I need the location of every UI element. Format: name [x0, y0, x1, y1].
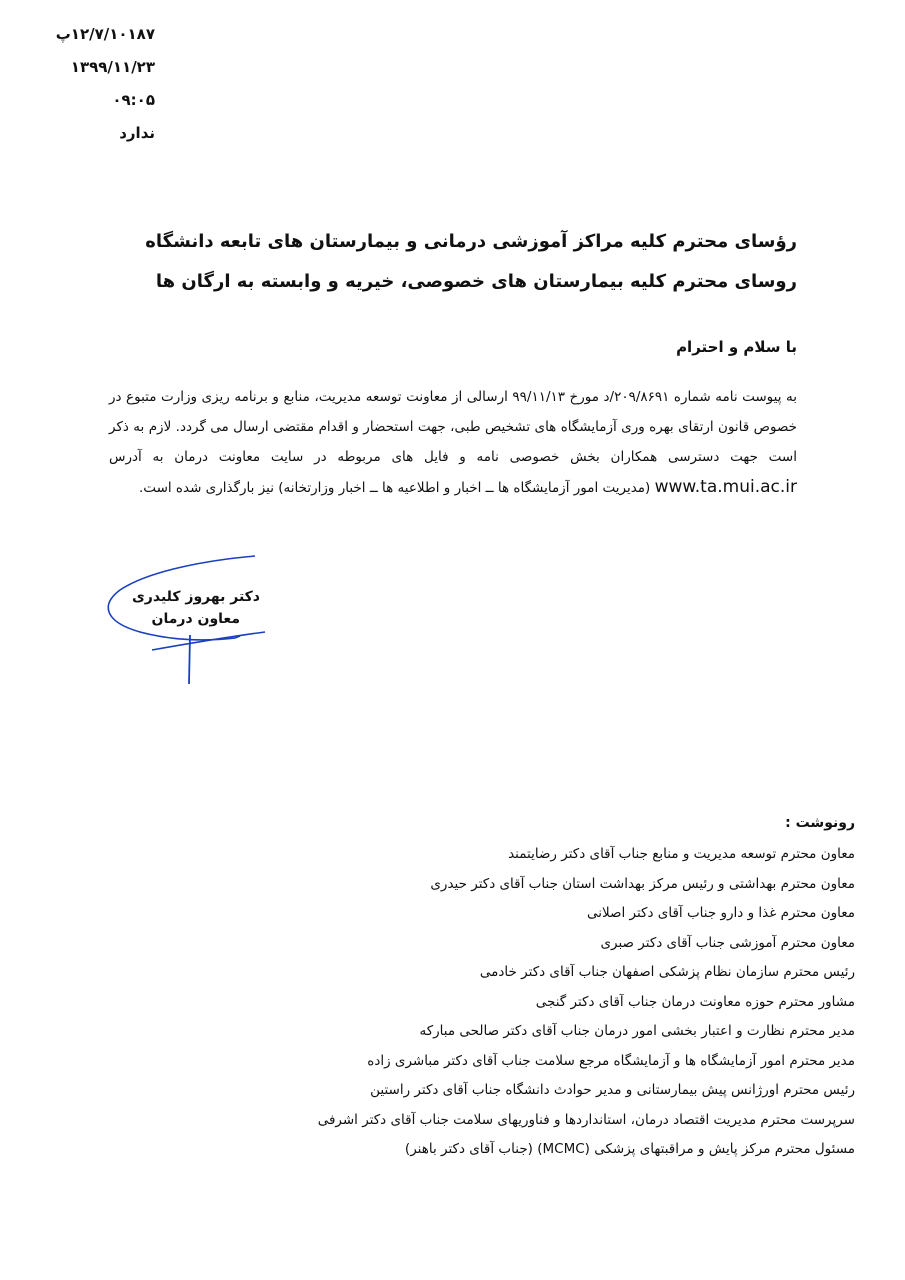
cc-item: رئیس محترم سازمان نظام پزشکی اصفهان جناب آقای دکتر خادمی: [479, 964, 855, 980]
cc-item: رئیس محترم اورژانس پیش بیمارستانی و مدیر حوادث دانشگاه جناب آقای دکتر راستین: [370, 1082, 855, 1098]
recipient-line: رؤسای محترم کلیه مراکز آموزشی درمانی و بیمارستان های تابعه دانشگاه: [145, 231, 797, 252]
recipients: [97, 222, 797, 302]
letter-body: [109, 382, 797, 503]
recipient-line: روسای محترم کلیه بیمارستان های خصوصی، خیریه و وابسته به ارگان ها: [155, 271, 797, 292]
signatory-name: دکتر بهروز کلیدری: [131, 589, 260, 605]
cc-item: مسئول محترم مرکز پایش و مراقبتهای پزشکی (MCMC) (جناب آقای دکتر باهنر): [404, 1141, 855, 1157]
cc-item: معاون محترم بهداشتی و رئیس مرکز بهداشت استان جناب آقای دکتر حیدری: [430, 875, 855, 892]
body-text-end: (مدیریت امور آزمایشگاه ها ــ اخبار و اطلاعیه ها ــ اخبار وزارتخانه) نیز بارگذاری شده است.: [139, 480, 651, 496]
cc-item: مدیر محترم امور آزمایشگاه ها و آزمایشگاه مرجع سلامت جناب آقای دکتر مباشری زاده: [367, 1052, 855, 1069]
letter-attachment: ندارد: [119, 124, 155, 142]
letter-number: ۱۲/۷/۱۰۱۸۷پ: [55, 25, 155, 43]
website-link[interactable]: www.ta.mui.ac.ir: [654, 477, 797, 497]
letter-date: ۱۳۹۹/۱۱/۲۳: [70, 58, 155, 76]
cc-item: معاون محترم آموزشی جناب آقای دکتر صبری: [600, 934, 855, 951]
greeting: با سلام و احترام: [676, 338, 797, 356]
cc-item: سرپرست محترم مدیریت اقتصاد درمان، استانداردها و فناوریهای سلامت جناب آقای دکتر اشرفی: [317, 1111, 855, 1128]
body-text: به پیوست نامه شماره ۲۰۹/۸۶۹۱/د مورخ ۹۹/۱۱/۱۳ ارسالی از معاونت توسعه مدیریت، منابع و برنامه ریزی وزارت متبوع در خصوص قانون ارتقای بهره وری آزمایشگاه های تشخیص طبی، جهت استحضار و اقدام مقتضی ارسال می گردد. لازم به ذکر است جهت دسترسی همکاران بخش خصوصی نامه و فایل های مربوطه در سایت معاونت درمان به آدرس: [109, 389, 798, 465]
cc-item: مشاور محترم حوزه معاونت درمان جناب آقای دکتر گنجی: [535, 993, 855, 1010]
cc-heading: رونوشت :: [785, 815, 855, 831]
signatory-title: معاون درمان: [151, 611, 240, 627]
cc-item: معاون محترم توسعه مدیریت و منابع جناب آقای دکتر رضایتمند: [508, 846, 855, 862]
cc-list: [235, 840, 855, 1165]
cc-item: معاون محترم غذا و دارو جناب آقای دکتر اصلانی: [586, 905, 855, 921]
cc-item: مدیر محترم نظارت و اعتبار بخشی امور درمان جناب آقای دکتر صالحی مبارکه: [419, 1023, 855, 1039]
letter-meta: [40, 18, 155, 150]
letter-time: ۰۹:۰۵: [112, 91, 155, 109]
